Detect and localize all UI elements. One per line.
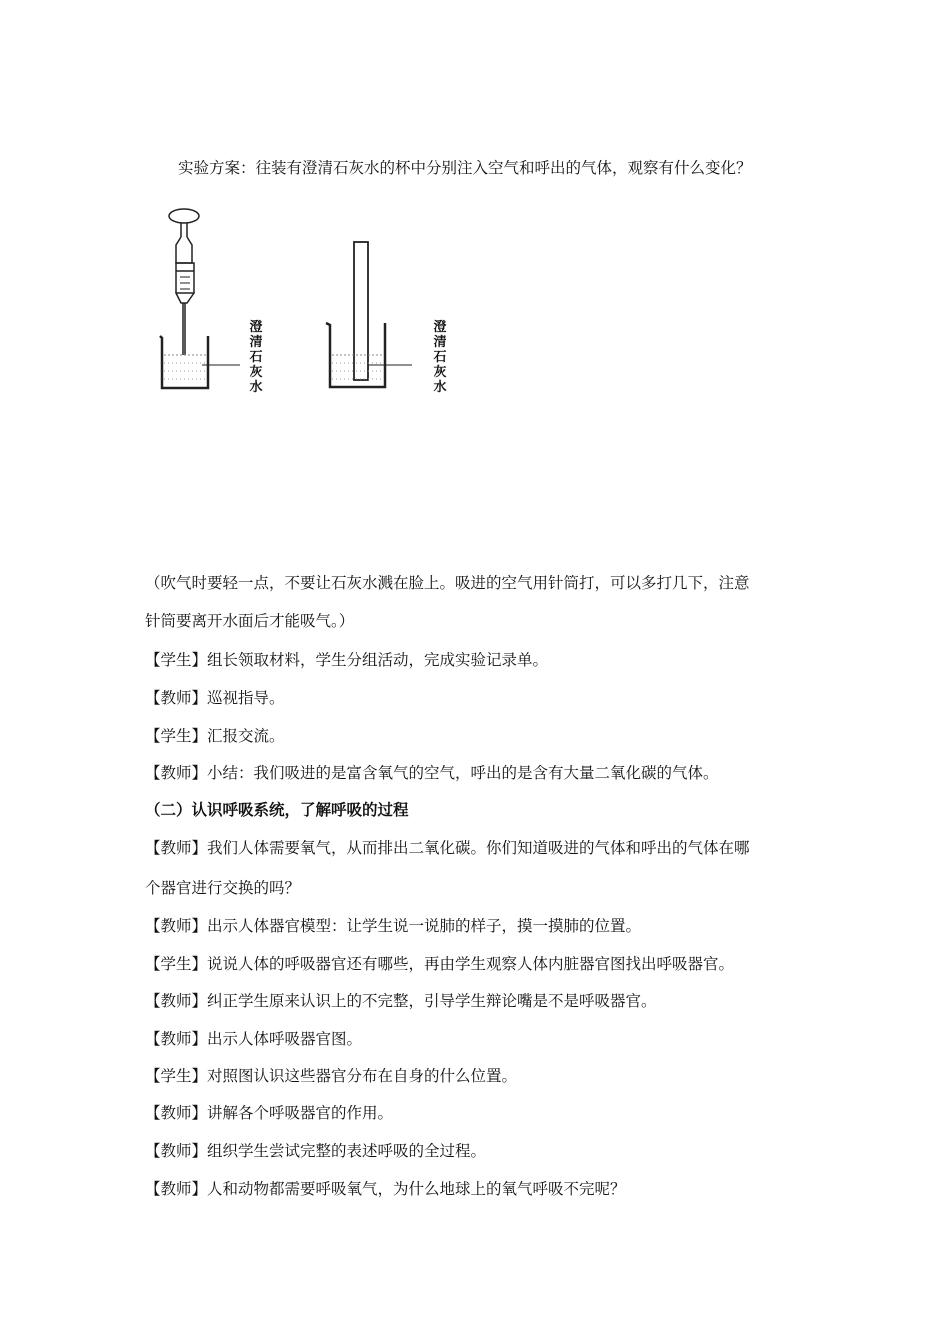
experiment-figure [150,205,470,405]
paragraph: 【教师】出示人体呼吸器官图。 [145,1030,363,1048]
paragraph: 【教师】我们人体需要氧气，从而排出二氧化碳。你们知道吸进的气体和呼出的气体在哪 [145,839,750,857]
paragraph: 【教师】讲解各个呼吸器官的作用。 [145,1104,394,1122]
paragraph: 【教师】出示人体器官模型：让学生说一说肺的样子，摸一摸肺的位置。 [145,917,642,935]
limewater-label-right: 澄清石灰水 [433,320,447,395]
paragraph: 【学生】对照图认识这些器官分布在自身的什么位置。 [145,1067,518,1085]
limewater-label-left: 澄清石灰水 [249,320,263,395]
paragraph: 个器官进行交换的吗？ [145,879,301,897]
paragraph: 针筒要离开水面后才能吸气。） [145,612,355,630]
paragraph: 【学生】汇报交流。 [145,727,285,745]
paragraph: 【教师】人和动物都需要呼吸氧气，为什么地球上的氧气呼吸不完呢？ [145,1180,626,1198]
experiment-plan-text: 实验方案：往装有澄清石灰水的杯中分别注入空气和呼出的气体，观察有什么变化？ [178,159,752,177]
paragraph: 【学生】组长领取材料，学生分组活动，完成实验记录单。 [145,651,549,669]
limewater-dots [164,355,206,379]
paragraph: （吹气时要轻一点，不要让石灰水溅在脸上。吸进的空气用针筒打，可以多打几下，注意 [145,574,750,592]
paragraph: 【教师】小结：我们吸进的是富含氧气的空气，呼出的是含有大量二氧化碳的气体。 [145,764,719,782]
paragraph: 【学生】说说人体的呼吸器官还有哪些，再由学生观察人体内脏器官图找出呼吸器官。 [145,955,735,973]
beaker-icon [160,336,208,388]
paragraph: 【教师】纠正学生原来认识上的不完整，引导学生辩论嘴是不是呼吸器官。 [145,992,657,1010]
straw-icon [354,242,368,380]
paragraph: 【教师】巡视指导。 [145,689,285,707]
paragraph: 【教师】组织学生尝试完整的表述呼吸的全过程。 [145,1142,487,1160]
section-heading: （二）认识呼吸系统，了解呼吸的过程 [145,800,409,819]
apparatus-illustration [150,205,470,405]
syringe-icon [169,209,199,355]
